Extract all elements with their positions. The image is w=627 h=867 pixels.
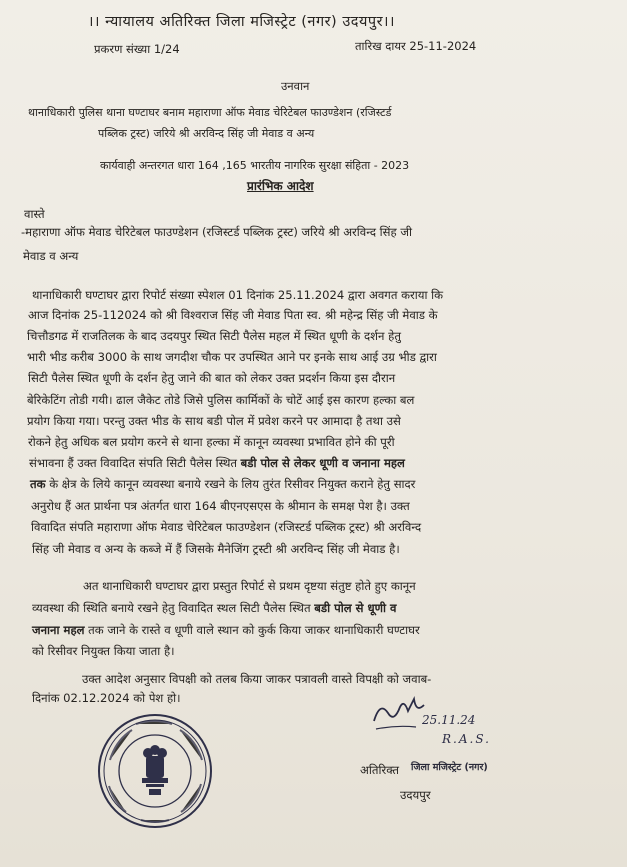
para1-line: अनुरोध हैं अत प्रार्थना पत्र अंतर्गत धारा 164 बीएनएसएस के श्रीमान के समक्ष पेश है। उक्त [31, 499, 410, 513]
designation-stamp: जिला मजिस्ट्रेट (नगर) [411, 762, 488, 773]
para2-bold-text: जनाना महल [32, 623, 85, 637]
para1-text: संभावना हैं उक्त विवादित संपति सिटी पैलेस स्थित [29, 456, 241, 470]
para1-line: रोकने हेतु अधिक बल प्रयोग करने से थाना हल्का में कानून व्यवस्था प्रभावित होने की पूरी [28, 435, 395, 449]
para1-line: बेरिकेटिंग तोडी गयी। ढाल जैकेट तोडे जिसे पुलिस कार्मिकों के चोटें आई इस कारण हल्का बल [27, 393, 415, 407]
para1-bold-text: तक [30, 477, 46, 491]
title-line-2: पब्लिक ट्रस्ट) जरिये श्री अरविन्द सिंह जी मेवाड व अन्य [98, 127, 315, 140]
official-seal-icon [96, 712, 214, 830]
para2-line: अत थानाधिकारी घण्टाघर द्वारा प्रस्तुत रिपोर्ट से प्रथम दृष्टया संतुष्ट होते हुए कानून [83, 579, 416, 593]
para1-line [29, 455, 405, 471]
addressee-line-2: मेवाड व अन्य [23, 249, 79, 263]
para2-text: तक जाने के रास्ते व धूणी वाले स्थान को कुर्क किया जाकर थानाधिकारी घण्टाघर [84, 623, 420, 637]
title-line-1: थानाधिकारी पुलिस थाना घण्टाघर बनाम महाराणा ऑफ मेवाड चेरिटेबल फाउण्डेशन (रजिस्टर्ड [28, 106, 392, 119]
signature-initials: R.A.S. [442, 732, 491, 746]
order-heading: प्रारंभिक आदेश [247, 179, 314, 193]
filing-date: तारिख दायर 25-11-2024 [355, 39, 477, 53]
para1-line: विवादित संपति महाराणा ऑफ मेवाड चेरिटेबल फाउण्डेशन (रजिस्टर्ड पब्लिक ट्रस्ट) श्री अरविन्द [31, 520, 422, 534]
para2-text: व्यवस्था की स्थिति बनाये रखने हेतु विवादित स्थल सिटी पैलेस स्थित [32, 601, 315, 615]
title-label: उनवान [281, 79, 310, 93]
para1-line [30, 476, 415, 492]
para1-line: आज दिनांक 25-112024 को श्री विश्वराज सिंह जी मेवाड पिता स्व. श्री महेन्द्र सिंह जी मेवाड के [28, 308, 438, 322]
para1-line: चित्तौडगढ में राजतिलक के बाद उदयपुर स्थित सिटी पैलेस महल में स्थित धूणी के दर्शन हेतु [27, 329, 401, 343]
para1-line: सिटी पैलेस स्थित धूणी के दर्शन हेतु जाने की बात को लेकर उक्त प्रदर्शन किया इस दौरान [28, 371, 396, 385]
para1-line: सिंह जी मेवाड व अन्य के कब्जे में हैं जिसके मैनेजिंग ट्रस्टी श्री अरविन्द सिंह जी मेवाड है। [32, 542, 400, 556]
para1-line: थानाधिकारी घण्टाघर द्वारा रिपोर्ट संख्या स्पेशल 01 दिनांक 25.11.2024 द्वारा अवगत कराया कि [32, 288, 444, 302]
addressee-line-1: -महाराणा ऑफ मेवाड चेरिटेबल फाउण्डेशन (रजिस्टर्ड पब्लिक ट्रस्ट) जरिये श्री अरविन्द सिंह जी [21, 225, 412, 239]
para2-bold-text: बडी पोल से धूणी व [314, 601, 397, 615]
signature-place: उदयपुर [400, 788, 431, 802]
signature-date: 25.11.24 [422, 713, 476, 727]
para2-line: को रिसीवर नियुक्त किया जाता है। [32, 644, 175, 658]
para1-line: प्रयोग किया गया। परन्तु उक्त भीड के साथ बडी पोल में प्रवेश करने पर आमादा है तथा उसे [27, 414, 401, 428]
designation-prefix: अतिरिक्त [360, 763, 400, 777]
title-line-3: कार्यवाही अन्तरगत धारा 164 ,165 भारतीय नागरिक सुरक्षा संहिता - 2023 [100, 159, 410, 172]
para2-line [32, 622, 420, 638]
addressee-label: वास्ते [24, 207, 45, 221]
court-title: ।। न्यायालय अतिरिक्त जिला मजिस्ट्रेट (नगर) उदयपुर।। [88, 14, 396, 30]
case-number: प्रकरण संख्या 1/24 [94, 42, 180, 56]
para3-line: दिनांक 02.12.2024 को पेश हो। [32, 691, 181, 705]
para1-line: भारी भीड करीब 3000 के साथ जगदीश चौक पर उपस्थित आने पर इनके साथ आई उग्र भीड द्वारा [27, 350, 437, 364]
para3-line: उक्त आदेश अनुसार विपक्षी को तलब किया जाकर पत्रावली वास्ते विपक्षी को जवाब- [82, 672, 432, 686]
para1-bold-text: बडी पोल से लेकर धूणी व जनाना महल [240, 456, 405, 470]
para2-line [32, 600, 396, 616]
para1-text: के क्षेत्र के लिये कानून व्यवस्था बनाये रखने के लिय तुरंत रिसीवर नियुक्त कराने हेतु सादर [45, 477, 416, 491]
